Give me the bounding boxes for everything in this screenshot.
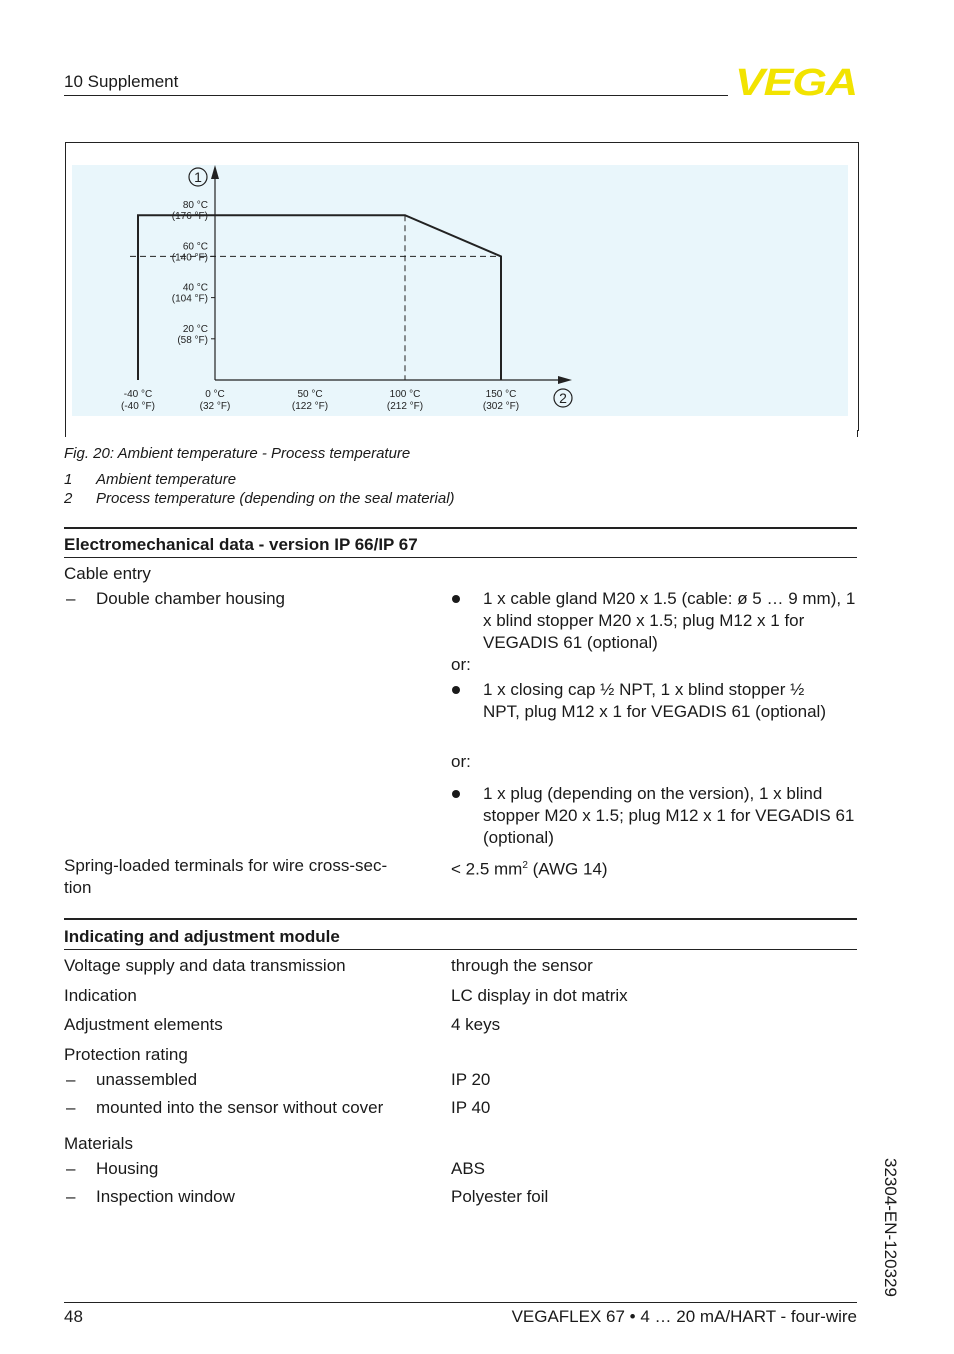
spec-label: Inspection window [96, 1187, 235, 1206]
y-tick-label: 40 °C [182, 282, 208, 294]
spec-value: through the sensor [451, 956, 593, 975]
footer-rule [64, 1302, 857, 1303]
svg-text:2: 2 [559, 390, 567, 406]
product-name: VEGAFLEX 67 • 4 … 20 mA/HART - four-wire [511, 1307, 857, 1326]
list-dash: – [66, 1187, 76, 1206]
svg-text:VEGA: VEGA [735, 64, 857, 98]
legend-text-1: Ambient temperature [96, 471, 237, 488]
or-separator-2: or: [451, 752, 471, 771]
legend-text-2: Process temperature (depending on the seal material) [96, 490, 455, 507]
spec-label: Adjustment elements [64, 1015, 223, 1034]
spec-value: ABS [451, 1159, 486, 1178]
cable-entry-label: Cable entry [64, 564, 151, 583]
section-rule-top [64, 527, 857, 529]
svg-text:1: 1 [194, 169, 202, 185]
x-tick-label: -40 °C [123, 389, 153, 400]
cable-option-3: 1 x plug (depending on the version), 1 x blind stopper M20 x 1.5; plug M12 x 1 for VEGADIS 61 (optional) [483, 784, 855, 847]
x-tick-label: (302 °F) [482, 401, 520, 412]
spec-value: LC display in dot matrix [451, 986, 628, 1005]
x-tick-label: (212 °F) [386, 401, 424, 412]
figure-caption: Fig. 20: Ambient temperature - Process temperature [64, 445, 411, 462]
header-rule [64, 95, 728, 96]
spec-value: Polyester foil [451, 1187, 549, 1206]
x-tick-label: 100 °C [389, 389, 421, 400]
list-dash: – [66, 1098, 76, 1117]
section-rule-bottom [64, 557, 857, 558]
spec-value: 4 keys [451, 1015, 501, 1034]
vega-logo [735, 64, 859, 103]
list-dash: – [66, 1159, 76, 1178]
protection-label: Protection rating [64, 1045, 188, 1064]
spec-label: Voltage supply and data transmission [64, 956, 346, 975]
x-tick-label: (122 °F) [291, 401, 329, 412]
electro-section-title: Electromechanical data - version IP 66/IP 67 [64, 535, 418, 554]
x-tick-label: 0 °C [205, 389, 225, 400]
y-tick-label: (104 °F) [171, 293, 208, 305]
module-section-title: Indicating and adjustment module [64, 927, 340, 946]
document-code: 32304-EN-120329 [881, 1158, 900, 1297]
spec-value: IP 20 [451, 1070, 491, 1089]
y-tick-label: 60 °C [182, 241, 208, 253]
or-separator-1: or: [451, 655, 471, 674]
y-tick-label: (58 °F) [177, 334, 208, 346]
terminals-label: Spring-loaded terminals for wire cross-sec-tion [64, 856, 388, 897]
legend-number-1: 1 [64, 471, 73, 488]
section-rule-top [64, 918, 857, 920]
section-rule-bottom [64, 949, 857, 950]
spec-label: mounted into the sensor without cover [96, 1098, 384, 1117]
y-tick-label: 20 °C [182, 323, 208, 335]
spec-value: IP 40 [451, 1098, 491, 1117]
x-tick-label: 150 °C [485, 389, 517, 400]
x-tick-label: 50 °C [297, 389, 323, 400]
temperature-chart [72, 165, 848, 416]
spec-label: unassembled [96, 1070, 198, 1089]
bullet-icon [452, 595, 460, 603]
housing-label: Double chamber housing [96, 589, 286, 608]
y-tick-label: 80 °C [182, 200, 208, 212]
page-number: 48 [64, 1307, 83, 1326]
list-dash: – [66, 589, 76, 608]
list-dash: – [66, 1070, 76, 1089]
legend-number-2: 2 [64, 490, 73, 507]
terminals-value: < 2.5 $mm^2$ (AWG 14) [451, 859, 608, 879]
materials-label: Materials [64, 1134, 133, 1153]
x-tick-label: (-40 °F) [121, 401, 155, 412]
section-heading: 10 Supplement [64, 72, 179, 91]
y-tick-label: (176 °F) [171, 211, 208, 223]
bullet-icon [452, 686, 460, 694]
cable-option-2: 1 x closing cap ½ NPT, 1 x blind stopper ½ NPT, plug M12 x 1 for VEGADIS 61 (optional) [483, 680, 826, 721]
spec-label: Housing [96, 1159, 159, 1178]
spec-label: Indication [64, 986, 137, 1005]
x-tick-label: (32 °F) [199, 401, 231, 412]
cable-option-1: 1 x cable gland M20 x 1.5 (cable: ø 5 … 9 mm), 1 x blind stopper M20 x 1.5; plug M12 x 1 for VEGADIS 61 (optional) [483, 589, 856, 652]
y-tick-label: (140 °F) [171, 252, 208, 264]
bullet-icon [452, 790, 460, 798]
